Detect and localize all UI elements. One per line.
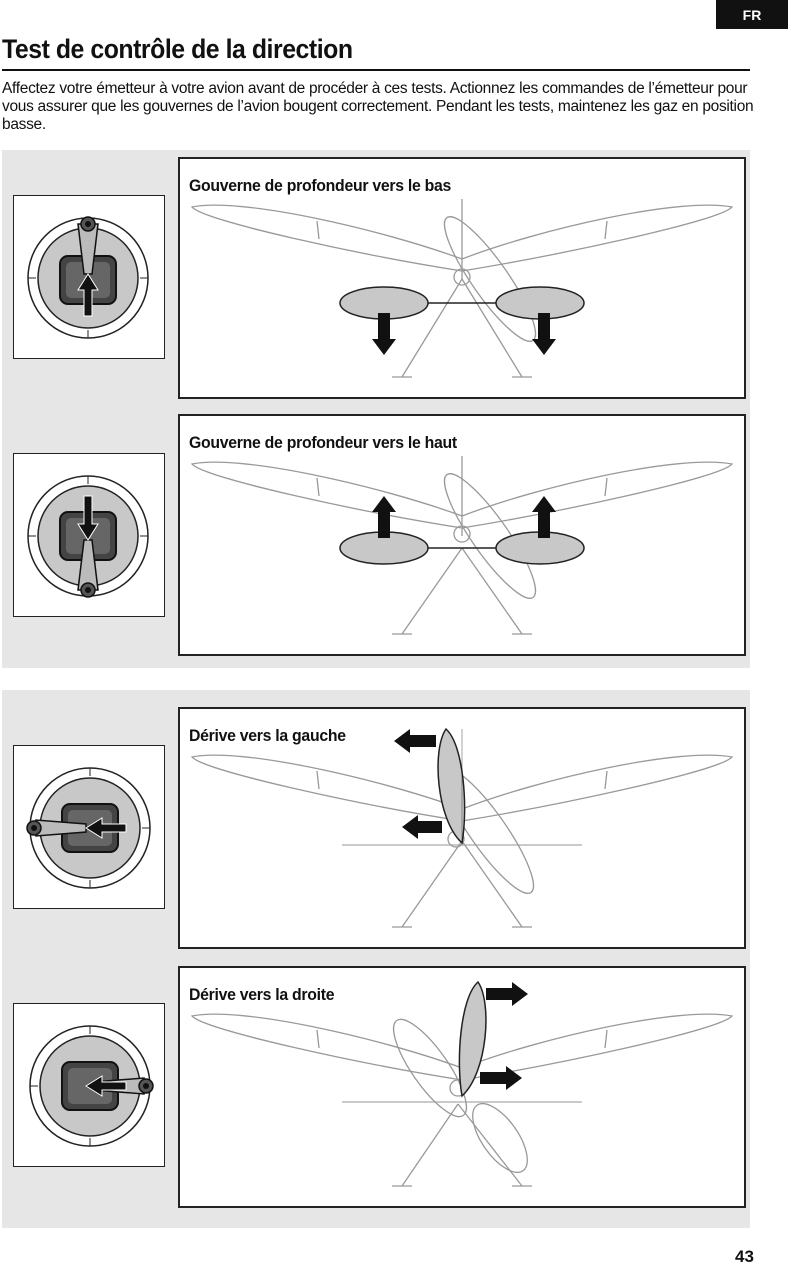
stick-diagram-left	[13, 745, 165, 909]
stick-diagram-up	[13, 195, 165, 359]
section-label: Dérive vers la gauche	[189, 726, 346, 745]
page-title: Test de contrôle de la direction	[2, 34, 353, 64]
language-tab: FR	[716, 0, 788, 29]
diagram-elevator-down	[178, 157, 746, 399]
stick-diagram-right	[13, 1003, 165, 1167]
page-number: 43	[735, 1247, 754, 1266]
intro-paragraph: Affectez votre émetteur à votre avion avant de procéder à ces tests. Actionnez les commandes de l’émetteur pour vous assurer que les gouvernes de l’avion bougent correctement. Pendant les tests, maintenez les gaz en position basse.	[2, 80, 754, 133]
elevator-panel	[2, 150, 750, 668]
transmitter-stick-right-illustration	[14, 1004, 164, 1166]
title-rule	[2, 69, 750, 71]
transmitter-stick-up-illustration	[14, 196, 164, 358]
stick-diagram-down	[13, 453, 165, 617]
section-label: Gouverne de profondeur vers le haut	[189, 433, 457, 452]
section-label: Dérive vers la droite	[189, 985, 335, 1004]
transmitter-stick-down-illustration	[14, 454, 164, 616]
diagram-rudder-right	[178, 966, 746, 1208]
transmitter-stick-left-illustration	[14, 746, 164, 908]
section-label: Gouverne de profondeur vers le bas	[189, 176, 451, 195]
diagram-elevator-up	[178, 414, 746, 656]
rudder-panel	[2, 690, 750, 1228]
diagram-rudder-left	[178, 707, 746, 949]
